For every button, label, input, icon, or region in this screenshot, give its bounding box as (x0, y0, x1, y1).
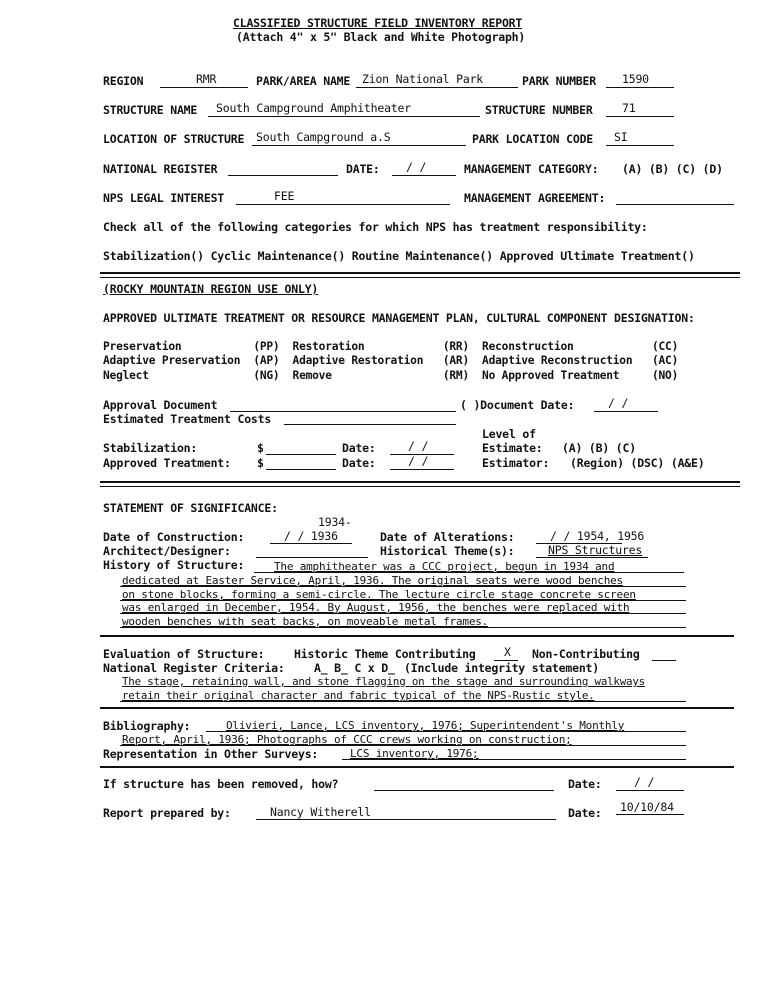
integrity-line-2: retain their original character and fabric typical of the NPS-Rustic style. (122, 689, 595, 702)
responsibility-instruction: Check all of the following categories for which NPS has treatment responsibility: (103, 220, 648, 234)
date-label: DATE: (346, 162, 380, 176)
management-category-options[interactable]: (A) (B) (C) (D) (622, 162, 723, 176)
legal-interest-label: NPS LEGAL INTEREST (103, 191, 225, 205)
representation-value: LCS inventory, 1976; (350, 747, 479, 760)
history-line-5: wooden benches with seat backs, on moveable metal frames. (122, 615, 489, 628)
location-value: South Campground a.S (256, 130, 391, 144)
estimated-costs-label: Estimated Treatment Costs (103, 412, 272, 426)
management-category-label: MANAGEMENT CATEGORY: (464, 162, 599, 176)
integrity-note: (Include integrity statement) (404, 661, 599, 675)
treatments-row-2: Adaptive Preservation (AP) Adaptive Restoration (AR) Adaptive Reconstruction (AC) (103, 354, 679, 367)
region-value: RMR (196, 72, 217, 86)
removed-label: If structure has been removed, how? (103, 777, 339, 791)
approved-date-value: / / (408, 454, 429, 468)
prepared-date-value: 10/10/84 (620, 800, 674, 814)
evaluation-label: Evaluation of Structure: (103, 647, 265, 661)
estimator-options[interactable]: (Region) (DSC) (A&E) (570, 456, 705, 470)
construction-year-note: 1934- (318, 515, 352, 529)
bibliography-line-2: Report, April, 1936; Photographs of CCC crews working on construction; (122, 733, 572, 746)
prepared-by-value: Nancy Witherell (270, 805, 371, 819)
history-label: History of Structure: (103, 558, 245, 572)
integrity-line-1: The stage, retaining wall, and stone flagging on the stage and surrounding walkways (122, 675, 645, 688)
alterations-label: Date of Alterations: (380, 530, 515, 544)
construction-label: Date of Construction: (103, 530, 245, 544)
contributing-mark[interactable]: X (504, 645, 511, 659)
bibliography-label: Bibliography: (103, 719, 191, 733)
park-location-code-label: PARK LOCATION CODE (472, 132, 594, 146)
structure-name-label: STRUCTURE NAME (103, 103, 198, 117)
architect-label: Architect/Designer: (103, 544, 231, 558)
estimate-options[interactable]: (A) (B) (C) (562, 441, 636, 455)
structure-name-value: South Campground Amphitheater (216, 101, 411, 115)
historical-theme-label: Historical Theme(s): (380, 544, 515, 558)
structure-number-value: 71 (622, 101, 636, 115)
historical-theme-value: NPS Structures (548, 543, 643, 557)
region-label: REGION (103, 74, 144, 88)
approved-treatment-dollar: $ (257, 456, 264, 470)
alterations-value: / / 1954, 1956 (550, 529, 645, 543)
stabilization-label: Stabilization: (103, 441, 198, 455)
representation-label: Representation in Other Surveys: (103, 747, 319, 761)
approval-document-label: Approval Document (103, 398, 218, 412)
location-label: LOCATION OF STRUCTURE (103, 132, 245, 146)
document-date-label: ( )Document Date: (460, 398, 575, 412)
park-number-value: 1590 (622, 72, 649, 86)
prepared-by-label: Report prepared by: (103, 806, 231, 820)
prepared-date-label: Date: (568, 806, 602, 820)
treatments-row-1: Preservation (PP) Restoration (RR) Reconstruction (CC) (103, 340, 679, 353)
treatments-row-3: Neglect (NG) Remove (RM) No Approved Treatment (NO) (103, 369, 679, 382)
report-subtitle: (Attach 4" x 5" Black and White Photograph) (236, 30, 526, 44)
park-area-name-label: PARK/AREA NAME (256, 74, 351, 88)
bibliography-line-1: Olivieri, Lance, LCS inventory, 1976; Superintendent's Monthly (226, 719, 625, 732)
structure-number-label: STRUCTURE NUMBER (485, 103, 593, 117)
estimate-label: Estimate: (482, 441, 543, 455)
history-line-3: on stone blocks, forming a semi-circle. The lecture circle stage concrete screen (122, 588, 636, 601)
responsibility-options[interactable]: Stabilization() Cyclic Maintenance() Routine Maintenance() Approved Ultimate Treatment() (103, 249, 695, 263)
approved-date-label: Date: (342, 456, 376, 470)
construction-value: / / 1936 (284, 529, 338, 543)
park-area-name-value: Zion National Park (362, 72, 484, 86)
criteria-label: National Register Criteria: (103, 661, 285, 675)
legal-interest-value: FEE (274, 189, 295, 203)
criteria-value[interactable]: A_ B_ C x D_ (314, 661, 395, 675)
stabilization-date-value: / / (408, 439, 429, 453)
stabilization-dollar: $ (257, 441, 264, 455)
non-contributing-label: Non-Contributing (532, 647, 640, 661)
national-register-label: NATIONAL REGISTER (103, 162, 218, 176)
significance-heading: STATEMENT OF SIGNIFICANCE: (103, 501, 278, 515)
approved-treatment-label: Approved Treatment: (103, 456, 231, 470)
history-line-4: was enlarged in December, 1954. By August, 1956, the benches were replaced with (122, 601, 630, 614)
removed-date-label: Date: (568, 777, 602, 791)
approved-treatment-heading: APPROVED ULTIMATE TREATMENT OR RESOURCE MANAGEMENT PLAN, CULTURAL COMPONENT DESIGNATION: (103, 311, 695, 325)
report-title: CLASSIFIED STRUCTURE FIELD INVENTORY REPORT (233, 16, 523, 30)
history-line-1: The amphitheater was a CCC project, begun in 1934 and (274, 560, 615, 573)
management-agreement-label: MANAGEMENT AGREEMENT: (464, 191, 606, 205)
park-location-code-value: SI (614, 130, 628, 144)
removed-date-value: / / (634, 775, 655, 789)
date-value: / / (406, 160, 427, 174)
rmr-section-label: (ROCKY MOUNTAIN REGION USE ONLY) (103, 282, 319, 296)
level-of-label: Level of (482, 427, 536, 441)
estimator-label: Estimator: (482, 456, 550, 470)
stabilization-date-label: Date: (342, 441, 376, 455)
historic-theme-contributing: Historic Theme Contributing (294, 647, 476, 661)
history-line-2: dedicated at Easter Service, April, 1936. The original seats were wood benches (122, 574, 623, 587)
park-number-label: PARK NUMBER (522, 74, 596, 88)
document-date-value: / / (608, 396, 629, 410)
